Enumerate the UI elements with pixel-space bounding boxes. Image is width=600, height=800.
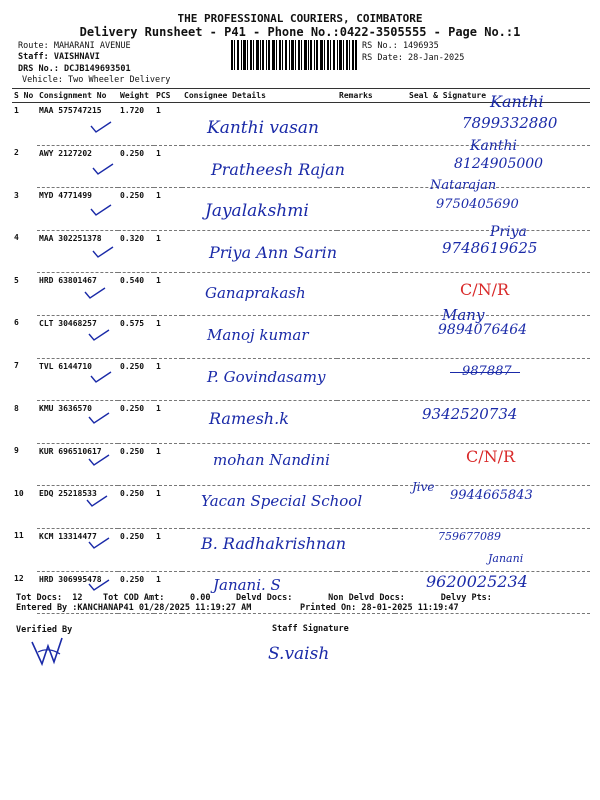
cell-consignment: HRD 63801467 bbox=[37, 273, 118, 316]
cell-weight: 0.250 bbox=[118, 401, 154, 444]
consignee-handwriting: Ramesh.k bbox=[209, 409, 289, 429]
cell-weight: 0.250 bbox=[118, 443, 154, 486]
seal-signature: 9620025234 bbox=[426, 571, 528, 591]
seal-extra-r1: Kanthi bbox=[490, 92, 544, 111]
seal-signature: 9944665843 bbox=[450, 488, 533, 504]
seal-extra-r12: Janani bbox=[488, 552, 524, 565]
col-header-consignment: Consignment No bbox=[37, 89, 118, 103]
cell-remarks bbox=[337, 145, 395, 188]
checkmark-icon bbox=[88, 536, 110, 550]
cell-consignment: EDQ 25218533 bbox=[37, 486, 118, 529]
cell-sno: 11 bbox=[14, 531, 24, 541]
cell-weight: 0.250 bbox=[118, 145, 154, 188]
cell-pcs: 1 bbox=[154, 315, 182, 358]
seal-signature: 759677089 bbox=[438, 530, 501, 543]
cell-pcs: 1 bbox=[154, 401, 182, 444]
cell-pcs: 1 bbox=[154, 188, 182, 231]
staff-signature-label: Staff Signature bbox=[272, 624, 349, 634]
consignee-handwriting: Kanthi vasan bbox=[207, 118, 319, 138]
cell-consignment: MAA 302251378 bbox=[37, 230, 118, 273]
drs-label: DRS No.: DCJB149693501 bbox=[18, 64, 131, 74]
checkmark-icon bbox=[90, 370, 112, 384]
consignee-handwriting: Yacan Special School bbox=[201, 492, 363, 511]
col-header-seal: Seal & Signature bbox=[395, 89, 590, 103]
checkmark-icon bbox=[90, 203, 112, 217]
col-header-remarks: Remarks bbox=[337, 89, 395, 103]
cell-remarks bbox=[337, 103, 395, 146]
cell-sno: 9 bbox=[14, 446, 19, 456]
cell-pcs: 1 bbox=[154, 443, 182, 486]
seal-signature: 7899332880 bbox=[462, 114, 558, 132]
cell-consignment: HRD 306995478 bbox=[37, 571, 118, 614]
route-label: Route: MAHARANI AVENUE bbox=[18, 41, 131, 51]
cell-remarks bbox=[337, 188, 395, 231]
cell-sno: 7 bbox=[14, 361, 19, 371]
cell-pcs: 1 bbox=[154, 358, 182, 401]
checkmark-icon bbox=[84, 286, 106, 300]
verified-by-label: Verified By bbox=[16, 625, 73, 635]
checkmark-icon bbox=[92, 245, 114, 259]
cell-pcs: 1 bbox=[154, 571, 182, 614]
cell-remarks bbox=[337, 401, 395, 444]
consignee-handwriting: Jayalakshmi bbox=[205, 201, 309, 222]
seal-extra-r4: Priya bbox=[490, 224, 527, 240]
header-subtitle: Delivery Runsheet - P41 - Phone No.:0422-3505555 - Page No.:1 bbox=[79, 25, 521, 39]
checkmark-icon bbox=[92, 162, 114, 176]
cell-remarks bbox=[337, 443, 395, 486]
seal-signature: 8124905000 bbox=[454, 155, 544, 172]
consignee-handwriting: Ganaprakash bbox=[205, 284, 306, 303]
cell-weight: 1.720 bbox=[118, 103, 154, 146]
cell-consignment: AWY 2127202 bbox=[37, 145, 118, 188]
cell-pcs: 1 bbox=[154, 230, 182, 273]
col-header-consignee: Consignee Details bbox=[182, 89, 337, 103]
rs-date: RS Date: 28-Jan-2025 bbox=[362, 53, 465, 63]
cell-sno: 8 bbox=[14, 403, 19, 413]
cell-consignment: KUR 696510617 bbox=[37, 443, 118, 486]
cell-weight: 0.250 bbox=[118, 571, 154, 614]
verified-signature bbox=[28, 632, 68, 672]
checkmark-icon bbox=[88, 328, 110, 342]
footer-printed-on: Printed On: 28-01-2025 11:19:47 bbox=[300, 603, 459, 613]
cell-consignment: TVL 6144710 bbox=[37, 358, 118, 401]
consignee-handwriting: Janani. S bbox=[213, 575, 281, 594]
col-header-pcs: PCS bbox=[154, 89, 182, 103]
cell-weight: 0.250 bbox=[118, 486, 154, 529]
seal-extra-r6: Many bbox=[442, 306, 485, 324]
cell-sno: 5 bbox=[14, 275, 19, 285]
cell-weight: 0.250 bbox=[118, 528, 154, 571]
cell-weight: 0.250 bbox=[118, 358, 154, 401]
cell-consignment: CLT 30468257 bbox=[37, 315, 118, 358]
cell-pcs: 1 bbox=[154, 103, 182, 146]
cell-remarks bbox=[337, 230, 395, 273]
cell-weight: 0.575 bbox=[118, 315, 154, 358]
seal-extra-r10: Jive bbox=[412, 480, 435, 494]
checkmark-icon bbox=[88, 411, 110, 425]
footer-totals: Tot Docs: 12 Tot COD Amt: 0.00 Delvd Docs: Non Delvd Docs: Delvy Pts: bbox=[16, 593, 492, 603]
cell-sno: 3 bbox=[14, 190, 19, 200]
consignee-handwriting: Manoj kumar bbox=[207, 326, 309, 344]
cell-weight: 0.540 bbox=[118, 273, 154, 316]
cell-sno: 1 bbox=[14, 106, 19, 115]
cell-pcs: 1 bbox=[154, 145, 182, 188]
consignee-handwriting: Pratheesh Rajan bbox=[211, 159, 345, 179]
seal-signature: 9894076464 bbox=[438, 322, 528, 338]
cell-consignment: MAA 575747215 bbox=[37, 103, 118, 146]
strike-line bbox=[450, 372, 520, 374]
seal-extra-r3: Natarajan bbox=[430, 178, 497, 193]
cell-sno: 4 bbox=[14, 233, 19, 243]
rs-number: RS No.: 1496935 bbox=[362, 41, 439, 51]
vehicle-label: Vehicle: Two Wheeler Delivery bbox=[22, 75, 171, 85]
seal-signature: 9342520734 bbox=[422, 405, 518, 424]
seal-signature: 9748619625 bbox=[442, 238, 538, 257]
cell-sno: 2 bbox=[14, 148, 19, 158]
barcode bbox=[231, 40, 357, 70]
cell-weight: 0.250 bbox=[118, 188, 154, 231]
header-title: THE PROFESSIONAL COURIERS, COIMBATORE bbox=[177, 12, 423, 25]
seal-signature: 9750405690 bbox=[436, 197, 519, 213]
cell-remarks bbox=[337, 358, 395, 401]
col-header-weight: Weight bbox=[118, 89, 154, 103]
staff-signature: S.vaish bbox=[268, 644, 330, 664]
cell-sno: 6 bbox=[14, 318, 19, 328]
consignee-handwriting: B. Radhakrishnan bbox=[201, 534, 347, 553]
cell-pcs: 1 bbox=[154, 528, 182, 571]
seal-signature: C/N/R bbox=[466, 446, 516, 466]
checkmark-icon bbox=[88, 453, 110, 467]
cell-consignment: KCM 13314477 bbox=[37, 528, 118, 571]
staff-label: Staff: VAISHNAVI bbox=[18, 52, 100, 62]
seal-extra-r2: Kanthi bbox=[470, 138, 517, 154]
checkmark-icon bbox=[88, 578, 110, 592]
cell-remarks bbox=[337, 315, 395, 358]
checkmark-icon bbox=[86, 494, 108, 508]
cell-consignment: MYD 4771499 bbox=[37, 188, 118, 231]
consignee-handwriting: Priya Ann Sarin bbox=[209, 242, 338, 262]
cell-remarks bbox=[337, 273, 395, 316]
cell-consignment: KMU 3636570 bbox=[37, 401, 118, 444]
consignee-handwriting: mohan Nandini bbox=[213, 450, 330, 469]
cell-pcs: 1 bbox=[154, 273, 182, 316]
seal-signature: C/N/R bbox=[460, 280, 510, 300]
checkmark-icon bbox=[90, 120, 112, 134]
col-header-sno: S No bbox=[12, 89, 37, 103]
cell-weight: 0.320 bbox=[118, 230, 154, 273]
consignee-handwriting: P. Govindasamy bbox=[207, 367, 326, 386]
cell-pcs: 1 bbox=[154, 486, 182, 529]
footer-entered-by: Entered By :KANCHANAP41 01/28/2025 11:19:27 AM bbox=[16, 603, 252, 613]
cell-sno: 10 bbox=[14, 488, 24, 498]
cell-sno: 12 bbox=[14, 574, 24, 584]
